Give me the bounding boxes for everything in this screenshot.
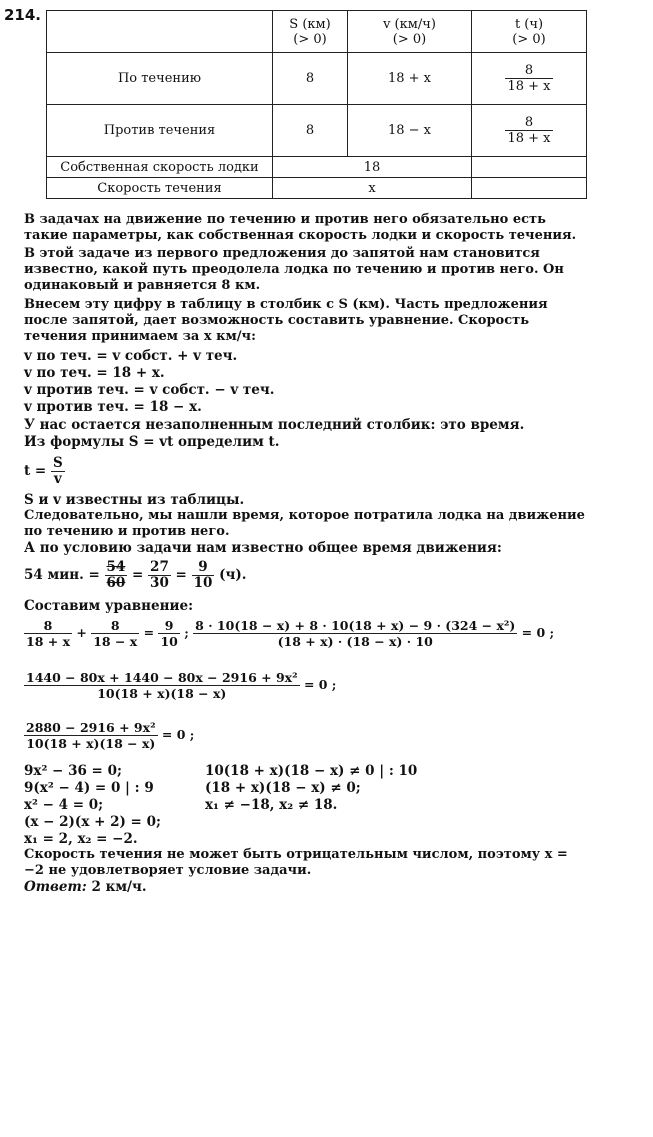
- equation-1: $\frac{8}{18 + x}$ + $\frac{8}{18 - x}$ = $\frac{9}{10}$ ; $\frac{\text{8 · 10(18 − x) + 8 · 10(18 + x) − 9 · (324 − x²)}}{(18 + x) \cdot (18 - x) \cdot 10}$ = 0 ;: [26, 618, 555, 649]
- solution-left: x₁ = 2, x₂ = −2.: [24, 831, 138, 847]
- problem-number: 214.: [4, 6, 42, 24]
- solution-right: 10(18 + x)(18 − x) ≠ 0 | : 10: [205, 763, 418, 779]
- answer-label: Ответ:: [24, 879, 87, 895]
- header-v: v (км/ч): [383, 16, 436, 32]
- formula-line: v по теч. = v собст. + v теч.: [24, 348, 238, 364]
- paragraph: В задачах на движение по течению и против него обязательно есть такие параметры, как собственная скорость лодки и скорость течения.: [24, 212, 577, 244]
- solution-right: x₁ ≠ −18, x₂ ≠ 18.: [205, 797, 338, 813]
- paragraph: Внесем эту цифру в таблицу в столбик с S (км). Часть предложения после запятой, дает возможность составить уравнение. Скорость течения принимаем за x км/ч:: [24, 297, 548, 345]
- time-fraction: $\frac{8}{18 + x}$: [507, 63, 551, 94]
- solution-left: 9(x² − 4) = 0 | : 9: [24, 780, 154, 796]
- paragraph: Из формулы S = vt определим t.: [24, 434, 280, 450]
- answer-value: 2 км/ч.: [91, 879, 147, 895]
- solution-left: x² − 4 = 0;: [24, 797, 104, 813]
- formula-line: v против теч. = v собст. − v теч.: [24, 382, 275, 398]
- paragraph: Скорость течения не может быть отрицательным числом, поэтому x = −2 не удовлетворяет условие задачи.: [24, 847, 568, 879]
- equation-2: $\frac{\text{1440 − 80x + 1440 − 80x − 2916 + 9x²}}{10(18 + x)(18 - x)}$ = 0 ;: [26, 670, 337, 701]
- paragraph: Следовательно, мы нашли время, которое потратила лодка на движение по течению и против него.: [24, 508, 585, 540]
- paragraph: У нас остается незаполненным последний столбик: это время.: [24, 417, 525, 433]
- formula-line: v против теч. = 18 − x.: [24, 399, 202, 415]
- table-row: Собственная скорость лодки 18: [47, 157, 587, 178]
- equation-time: 54 мин. = $\frac{54}{60}$ = $\frac{27}{30}$ = $\frac{9}{10}$ (ч).: [24, 559, 247, 591]
- table-row: Против течения 8 18 − x $\frac{8}{18 + x}$: [47, 105, 587, 157]
- formula-t-equals: t = $\frac{S}{v}$: [24, 455, 63, 487]
- data-table: [46, 10, 587, 199]
- table-row: Скорость течения x: [47, 178, 587, 199]
- header-t: t (ч): [514, 16, 544, 32]
- paragraph: S и v известны из таблицы.: [24, 492, 245, 508]
- header-s: S (км): [289, 16, 331, 32]
- equation-3: $\frac{\text{2880 − 2916 + 9x²}}{10(18 + x)(18 - x)}$ = 0 ;: [26, 720, 195, 751]
- solution-left: 9x² − 36 = 0;: [24, 763, 122, 779]
- solution-right: (18 + x)(18 − x) ≠ 0;: [205, 780, 361, 796]
- time-fraction: $\frac{8}{18 + x}$: [507, 115, 551, 146]
- table-row: По течению 8 18 + x $\frac{8}{18 + x}$: [47, 53, 587, 105]
- paragraph: В этой задаче из первого предложения до запятой нам становится известно, какой путь преодолела лодка по течению и против него. Он одинаковый и равняется 8 км.: [24, 246, 564, 294]
- answer: [24, 879, 147, 895]
- paragraph: Составим уравнение:: [24, 598, 194, 614]
- solution-left: (x − 2)(x + 2) = 0;: [24, 814, 161, 830]
- paragraph: А по условию задачи нам известно общее время движения:: [24, 540, 502, 556]
- table-header-row: S (км) (> 0) v (км/ч) (> 0) t (ч) (> 0): [47, 11, 587, 53]
- formula-line: v по теч. = 18 + x.: [24, 365, 165, 381]
